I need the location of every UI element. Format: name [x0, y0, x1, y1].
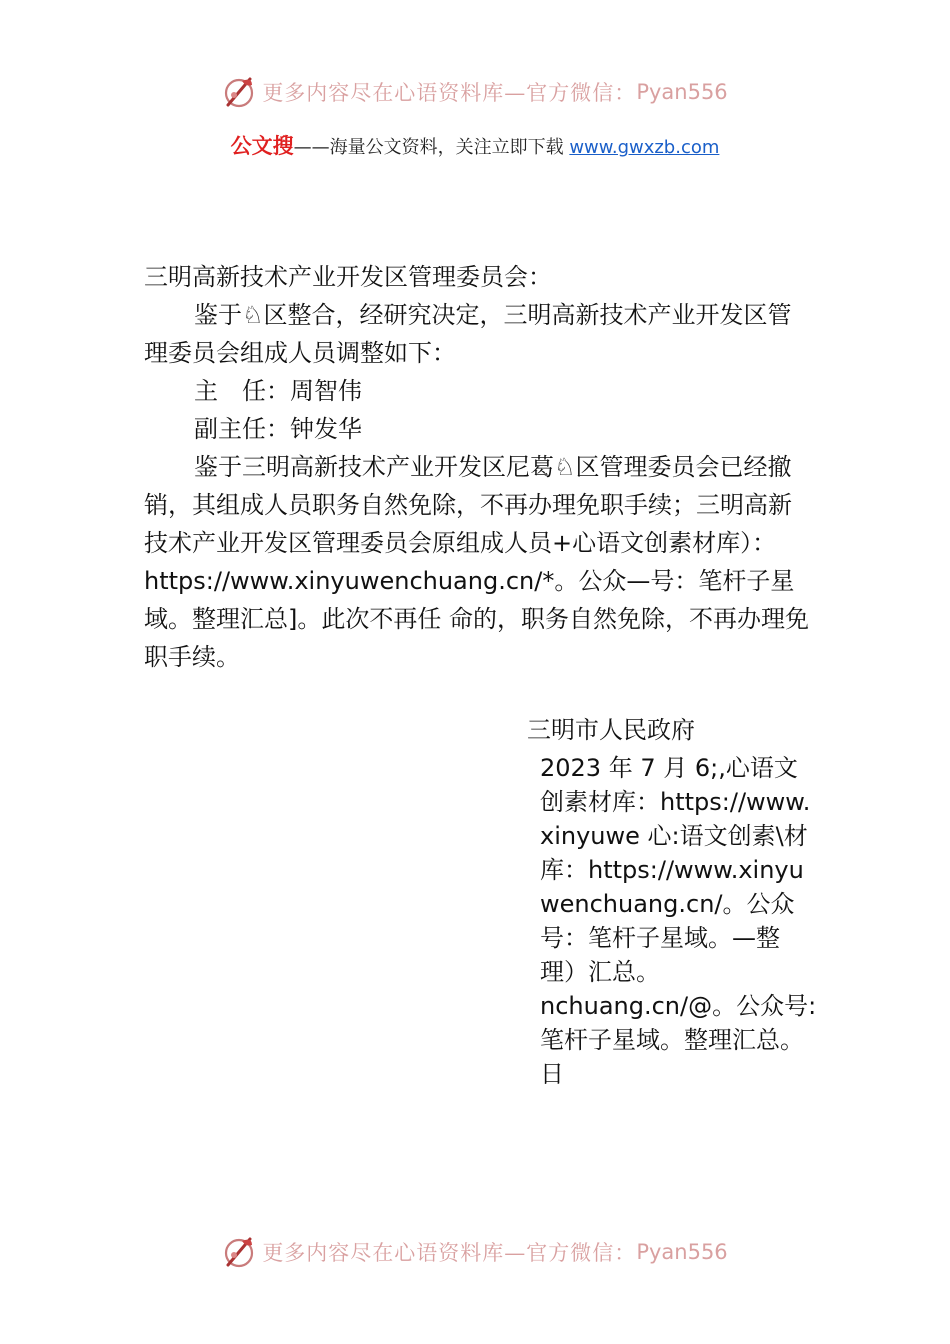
header-banner: [0, 72, 950, 112]
footer-banner: [0, 1232, 950, 1272]
banner-contact: Pyan556: [636, 1240, 728, 1264]
signature-line: 2023 年 7 月 6;,心语文: [540, 754, 798, 782]
signature-line: 号：笔杆子星域。—整: [540, 924, 780, 952]
signature-line: nchuang.cn/@。公众号:: [540, 992, 817, 1020]
signature-org: 三明市人民政府: [527, 716, 695, 744]
deputy-director-line: 副主任：钟发华: [194, 415, 362, 443]
salutation: 三明高新技术产业开发区管理委员会：: [144, 263, 552, 291]
promo-link[interactable]: www.gwxzb.com: [569, 137, 720, 158]
signature-line: 理）汇总。: [540, 958, 660, 986]
signature-line: 日: [540, 1060, 564, 1088]
banner-text: 更多内容尽在心语资料库—官方微信：: [262, 81, 637, 105]
quill-logo-icon: [222, 75, 256, 109]
signature-line: wenchuang.cn/。公众: [540, 890, 795, 918]
signature-line: 库：https://www.xinyu: [540, 856, 804, 884]
signature-block: [527, 713, 847, 1091]
paragraph-1: 鉴于♘区整合，经研究决定，三明高新技术产业开发区管理委员会组成人员调整如下：: [144, 301, 792, 367]
promo-line: [0, 130, 950, 160]
signature-line: 笔杆子星域。整理汇总。: [540, 1026, 804, 1054]
paragraph-2: 鉴于三明高新技术产业开发区尼葛♘区管理委员会已经撤销，其组成人员职务自然免除，不再办理免职手续；三明高新技术产业开发区管理委员会原组成人员+心语文创素材库）：https://www.xinyuwenchuang.cn/*。公众—号：笔杆子星域。整理汇总]。此次不再任 命的，职务自然免除，不再办理免职手续。: [144, 453, 809, 671]
signature-line: 创素材库：https://www.: [540, 788, 811, 816]
banner-contact: Pyan556: [636, 80, 728, 104]
director-line: 主 任：周智伟: [194, 377, 362, 405]
promo-brand: 公文搜: [230, 134, 294, 158]
banner-text: 更多内容尽在心语资料库—官方微信：: [262, 1241, 637, 1265]
signature-date-block: [527, 751, 847, 1091]
letter-body: [144, 258, 810, 676]
signature-line: xinyuwe 心:语文创素\材: [540, 822, 808, 850]
quill-logo-icon: [222, 1235, 256, 1269]
promo-text: ——海量公文资料，关注立即下载: [293, 137, 570, 158]
